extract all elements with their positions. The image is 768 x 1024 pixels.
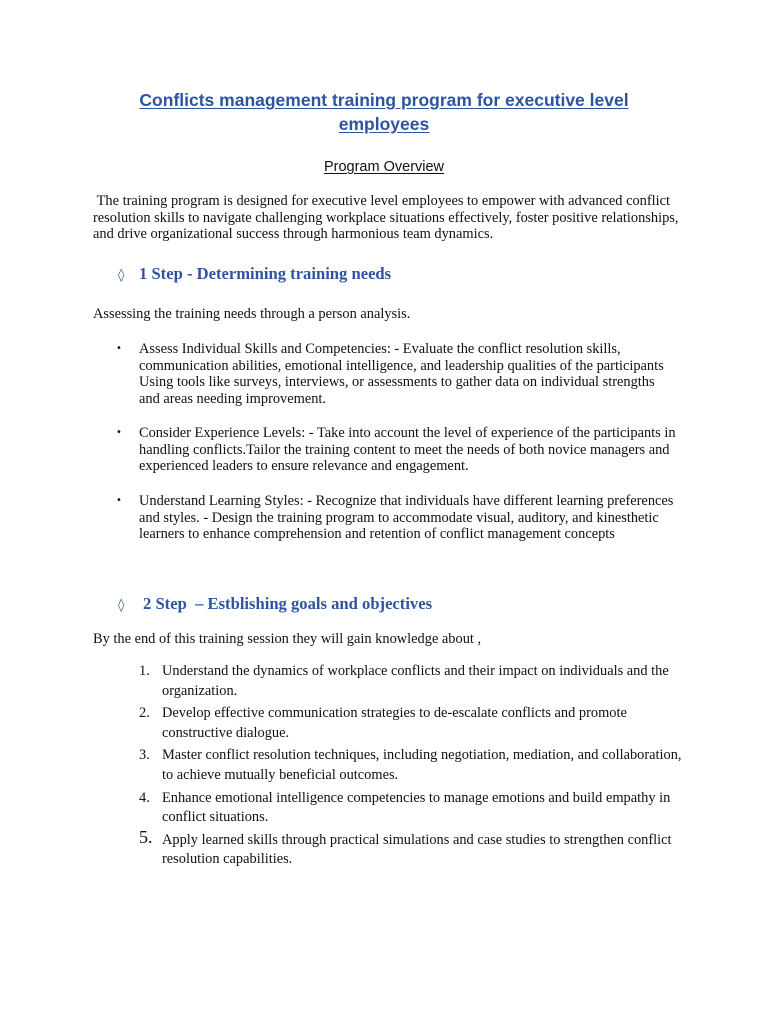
bullet-dot-icon: • <box>116 495 122 506</box>
step-2-lead-paragraph: By the end of this training session they will gain knowledge about , <box>93 631 482 647</box>
bullet-dot-icon: • <box>116 343 122 354</box>
step-2-heading-text: 2 Step – Estblishing goals and objectives <box>143 594 433 613</box>
intro-paragraph: The training program is designed for executive level employees to empower with advanced conflict resolution skills to navigate challenging workplace situations effectively, foster positive relationships, and drive organizational success through harmonious team dynamics. <box>93 193 683 243</box>
list-item <box>132 789 692 828</box>
list-item <box>116 341 676 408</box>
list-number: 3. <box>139 747 150 764</box>
step-2-heading <box>118 594 432 616</box>
list-item <box>132 662 692 701</box>
objective-text: Develop effective communication strategies to de-escalate conflicts and promote constructive dialogue. <box>162 705 627 741</box>
objective-text: Enhance emotional intelligence competencies to manage emotions and build empathy in conflict situations. <box>162 789 671 826</box>
diamond-bullet-icon: ◊ <box>118 268 125 283</box>
list-number: 2. <box>139 705 150 722</box>
bullet-text: Assess Individual Skills and Competencies: - Evaluate the conflict resolution skills, communication abilities, emotional intelligence, and leadership qualities of the participants Using tools like surveys, interviews, or assessments to gather data on individual strengths and areas needing improvement. <box>139 341 664 408</box>
bullet-text: Understand Learning Styles: - Recognize that individuals have different learning preferences and styles. - Design the training program to accommodate visual, auditory, and kinesthetic learners to enhance comprehension and retention of conflict management concepts <box>139 493 674 543</box>
list-number: 5. <box>139 826 153 847</box>
section-subtitle: Program Overview <box>323 159 445 175</box>
step-1-lead-paragraph: Assessing the training needs through a person analysis. <box>93 306 411 322</box>
document-title: Conflicts management training program for executive level employees <box>139 90 629 134</box>
list-item <box>132 704 692 743</box>
objectives-list <box>132 662 692 873</box>
objective-text: Apply learned skills through practical simulations and case studies to strengthen conflict resolution capabilities. <box>162 831 672 868</box>
list-item <box>132 826 692 870</box>
objective-text: Understand the dynamics of workplace conflicts and their impact on individuals and the organization. <box>162 663 669 699</box>
list-item <box>116 425 676 475</box>
list-number: 4. <box>139 789 150 806</box>
diamond-bullet-icon: ◊ <box>118 598 125 613</box>
list-item <box>116 493 676 543</box>
step-1-heading <box>118 264 391 286</box>
list-number: 1. <box>139 663 150 679</box>
bullet-text: Consider Experience Levels: - Take into account the level of experience of the participants in handling conflicts.Tailor the training content to meet the needs of both novice managers and experienced leaders to ensure relevance and engagement. <box>139 425 676 475</box>
step-1-heading-text: 1 Step - Determining training needs <box>139 264 392 283</box>
bullet-dot-icon: • <box>116 427 122 438</box>
list-item <box>132 746 692 785</box>
objective-text: Master conflict resolution techniques, including negotiation, mediation, and collaboration, to achieve mutually beneficial outcomes. <box>162 747 682 783</box>
